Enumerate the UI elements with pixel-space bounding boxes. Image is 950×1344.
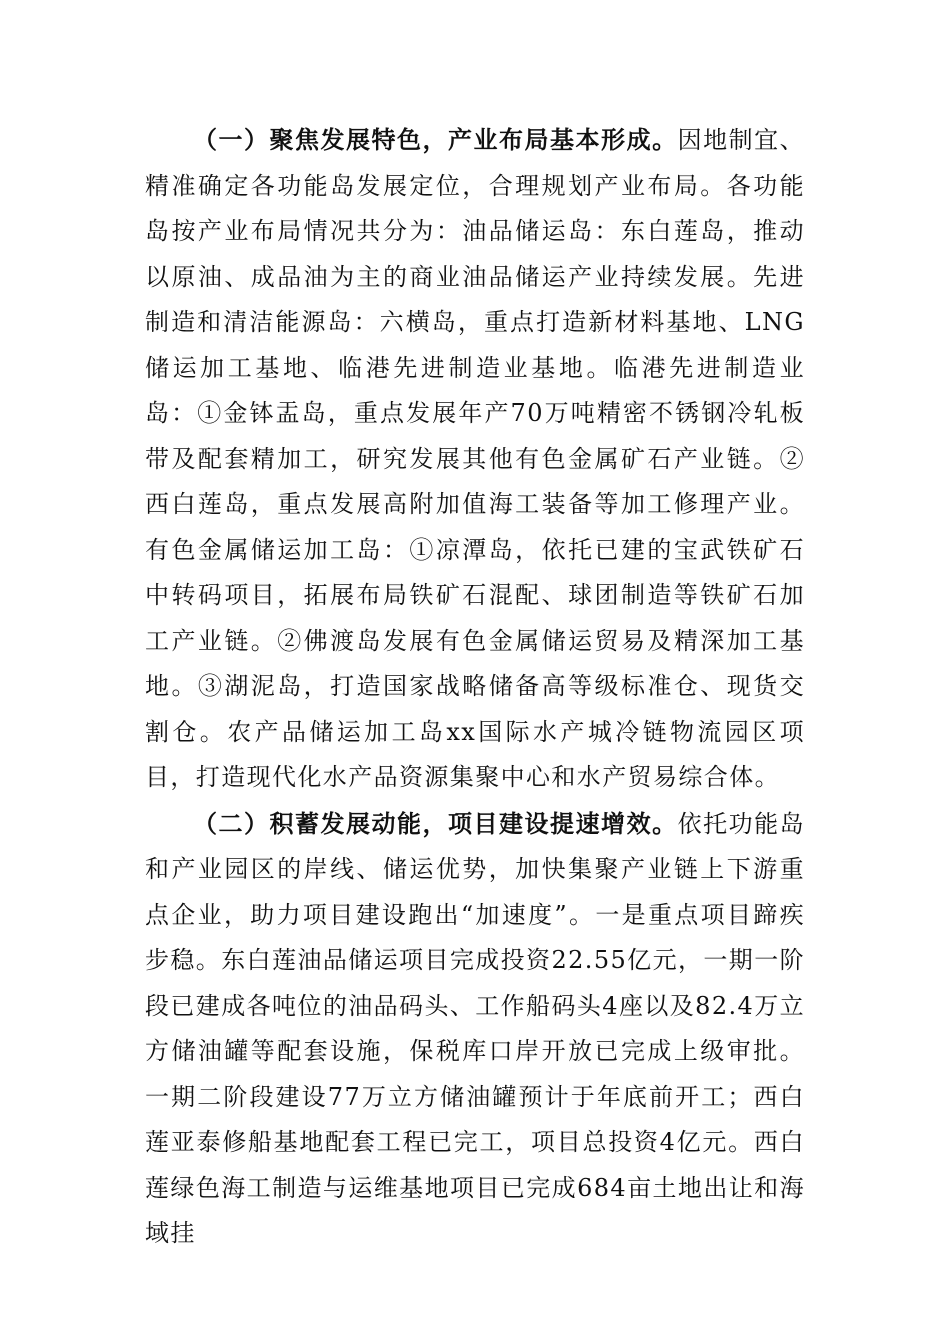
- document-body: [145, 117, 805, 1257]
- paragraph-2-heading: （二）积蓄发展动能，项目建设提速增效。: [193, 808, 678, 838]
- paragraph-1-body: 因地制宜、精准确定各功能岛发展定位，合理规划产业布局。各功能岛按产业布局情况共分为：油品储运岛：东白莲岛，推动以原油、成品油为主的商业油品储运产业持续发展。先进制造和清洁能源岛：六横岛，重点打造新材料基地、LNG储运加工基地、临港先进制造业基地。临港先进制造业岛：①金钵盂岛，重点发展年产70万吨精密不锈钢冷轧板带及配套精加工，研究发展其他有色金属矿石产业链。②西白莲岛，重点发展高附加值海工装备等加工修理产业。有色金属储运加工岛：①凉潭岛，依托已建的宝武铁矿石中转码项目，拓展布局铁矿石混配、球团制造等铁矿石加工产业链。②佛渡岛发展有色金属储运贸易及精深加工基地。③湖泥岛，打造国家战略储备高等级标准仓、现货交割仓。农产品储运加工岛xx国际水产城冷链物流园区项目，打造现代化水产品资源集聚中心和水产贸易综合体。: [145, 126, 805, 791]
- paragraph-1-heading: （一）聚焦发展特色，产业布局基本形成。: [193, 125, 678, 154]
- paragraph-1: [145, 117, 805, 801]
- paragraph-2-body: 依托功能岛和产业园区的岸线、储运优势，加快集聚产业链上下游重点企业，助力项目建设跑出“加速度”。一是重点项目蹄疾步稳。东白莲油品储运项目完成投资22.55亿元，一期一阶段已建成各吨位的油品码头、工作船码头4座以及82.4万立方储油罐等配套设施，保税库口岸开放已完成上级审批。一期二阶段建设77万立方储油罐预计于年底前开工；西白莲亚泰修船基地配套工程已完工，项目总投资4亿元。西白莲绿色海工制造与运维基地项目已完成684亩土地出让和海域挂: [145, 809, 805, 1247]
- paragraph-2: [145, 801, 805, 1257]
